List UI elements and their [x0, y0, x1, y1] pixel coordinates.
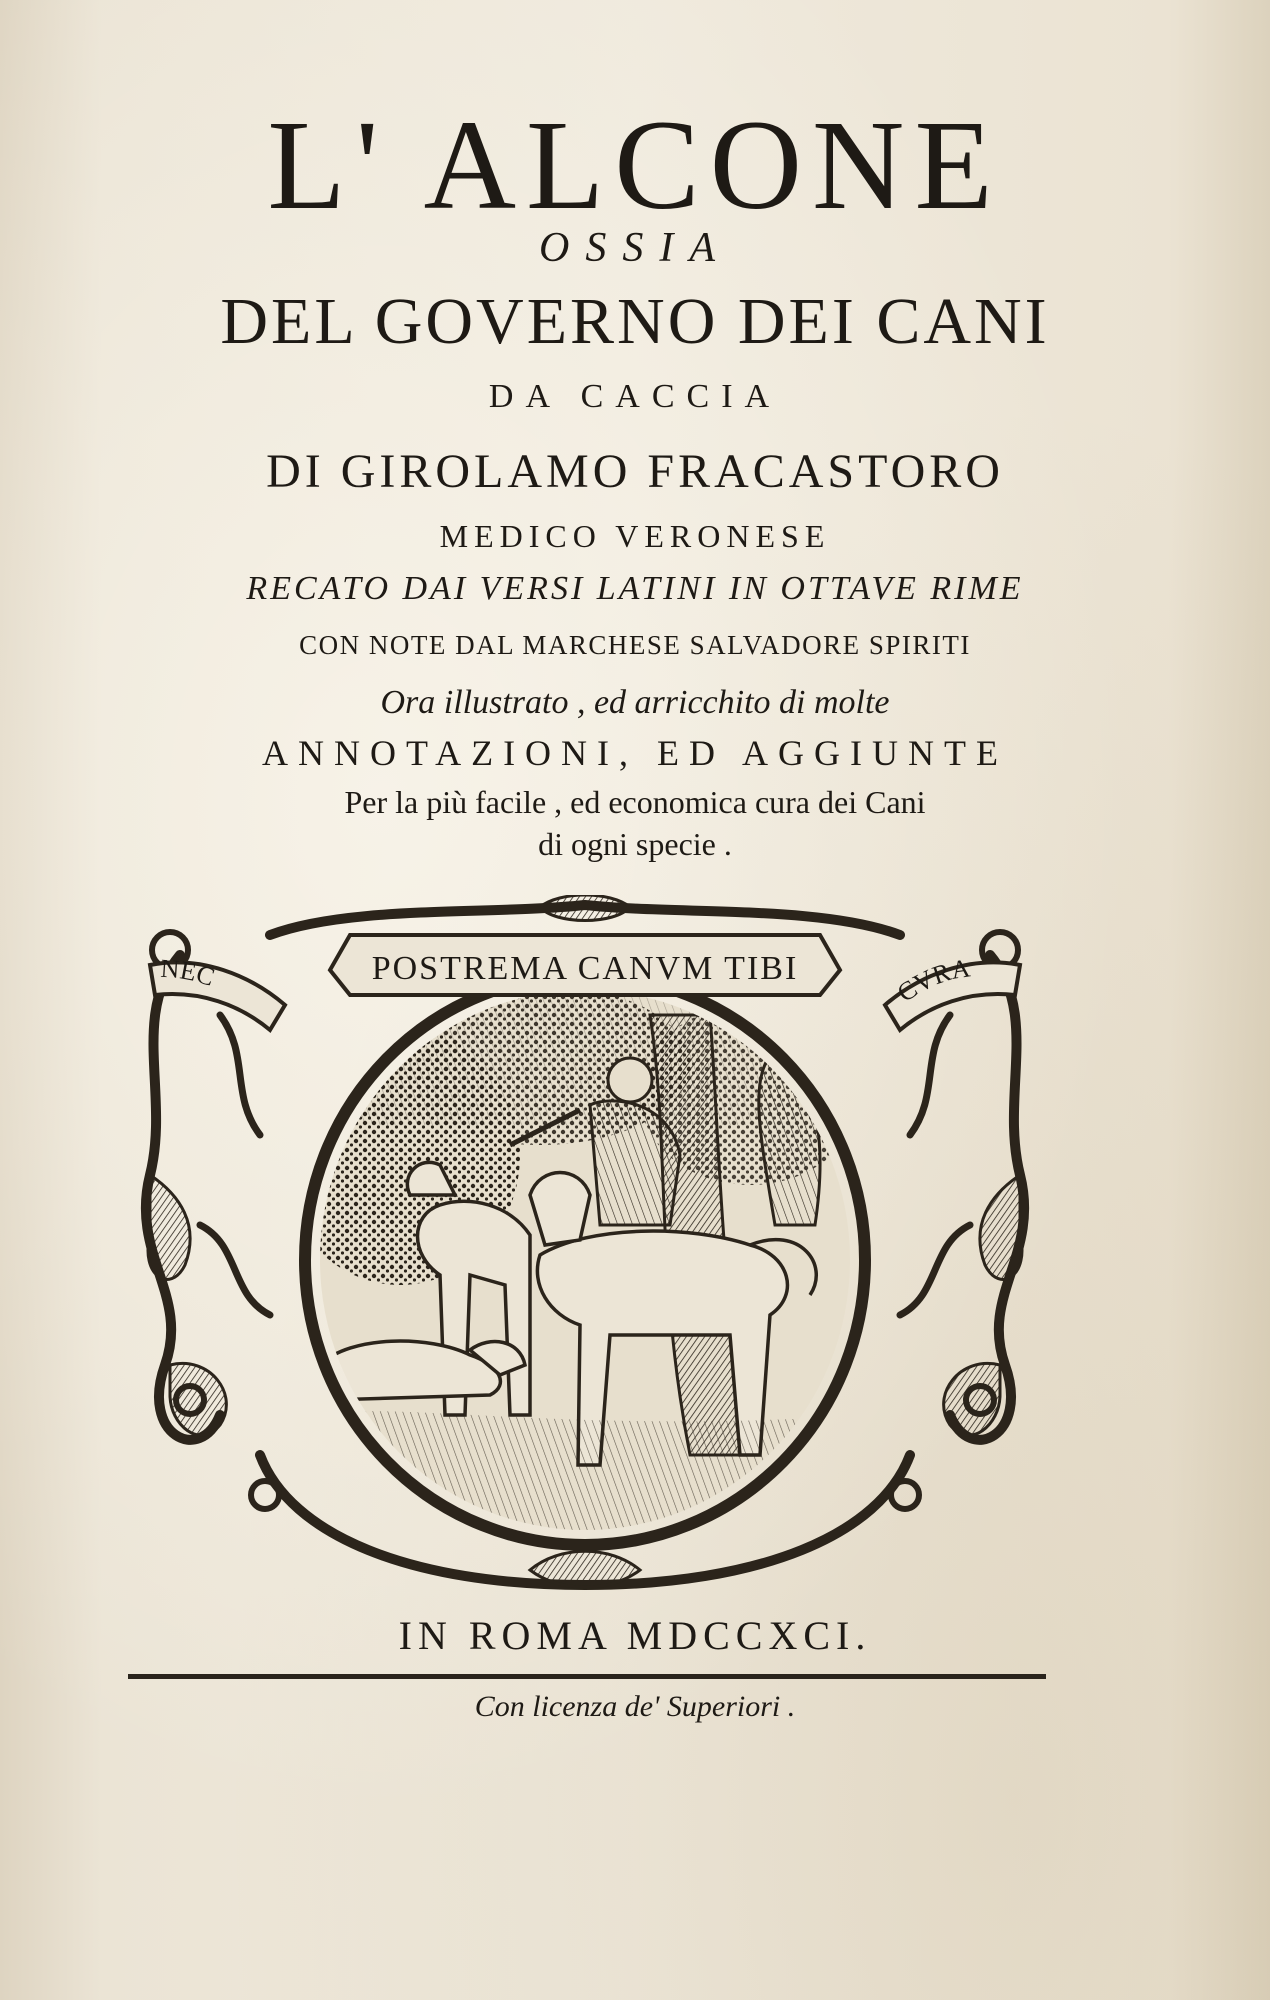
illustrated-line: Ora illustrato , ed arricchito di molte: [380, 684, 890, 721]
subtitle: DEL GOVERNO DEI CANI: [220, 285, 1050, 358]
annotations-line: ANNOTAZIONI, ED AGGIUNTE: [261, 733, 1009, 773]
divider-rule: [128, 1674, 1046, 1679]
imprint-line: IN ROMA MDCCXCI.: [398, 1613, 872, 1658]
notes-line: CON NOTE DAL MARCHESE SALVADORE SPIRITI: [299, 630, 971, 660]
motto-right: CVRA: [892, 953, 972, 1008]
book-title: L' ALCONE: [267, 94, 1003, 236]
author-line: DI GIROLAMO FRACASTORO: [266, 445, 1004, 498]
woodcut-emblem: [110, 895, 1060, 1595]
da-caccia-line: DA CACCIA: [488, 378, 782, 415]
license-line: Con licenza de' Superiori .: [474, 1690, 796, 1723]
translation-note: RECATO DAI VERSI LATINI IN OTTAVE RIME: [246, 570, 1024, 607]
author-profession: MEDICO VERONESE: [439, 518, 831, 554]
ossia-line: OSSIA: [539, 225, 731, 271]
motto-left: NEC: [159, 953, 219, 992]
purpose-line-1: Per la più facile , ed economica cura dei Cani: [344, 784, 926, 820]
motto-center: POSTREMA CANVM TIBI: [371, 950, 799, 987]
purpose-line-2: di ogni specie .: [538, 826, 732, 862]
